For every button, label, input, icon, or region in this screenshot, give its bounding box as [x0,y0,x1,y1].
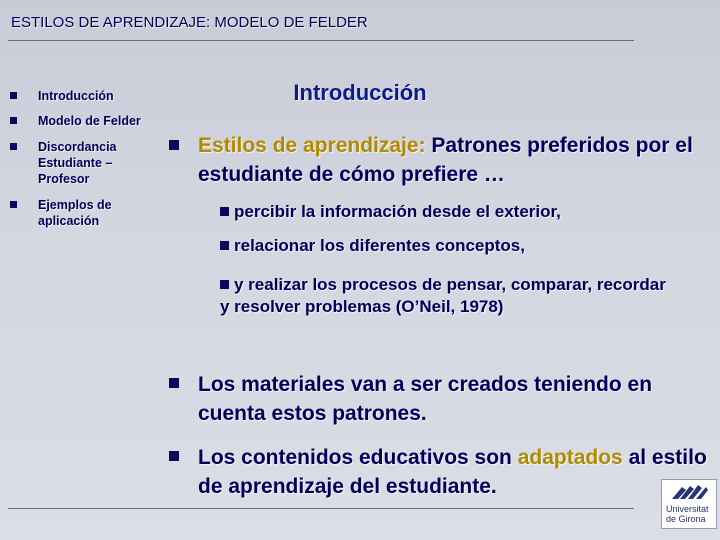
square-bullet-icon [10,117,17,124]
sidebar-item-label: Ejemplos de aplicación [38,198,112,228]
page-title: Introducción [293,80,427,105]
square-bullet-icon [220,207,229,216]
logo-text: Universitat [666,504,709,514]
subitem-realizar [220,274,675,318]
square-bullet-icon [169,451,179,461]
subitem-percibir [220,201,680,223]
paragraph-materiales: Los materiales van a ser creados teniendo en cuenta estos patrones. [198,373,653,425]
footer-divider [8,508,634,509]
paragraph-estilos [198,131,698,189]
paragraph-text: Patrones preferidos por el estudiante de cómo prefiere … [198,134,693,186]
sidebar-item-label: Modelo de Felder [38,114,141,128]
header-title: ESTILOS DE APRENDIZAJE: MODELO DE FELDER [11,14,368,31]
square-bullet-icon [10,201,17,208]
university-emblem-icon [662,481,716,505]
sidebar-item-label: Discordancia Estudiante – Profesor [38,140,117,186]
square-bullet-icon [169,378,179,388]
accent-term: Estilos de aprendizaje: [198,134,426,157]
header-divider [8,40,634,41]
square-bullet-icon [10,143,17,150]
paragraph-contenidos [198,443,718,501]
square-bullet-icon [220,280,229,289]
logo-text: de Girona [666,514,706,524]
square-bullet-icon [169,140,179,150]
subitem-text: relacionar los diferentes conceptos, [234,236,525,255]
square-bullet-icon [220,241,229,250]
paragraph-text: al estilo de aprendizaje del estudiante. [198,446,707,498]
subitem-relacionar [220,235,680,257]
accent-term: adaptados [517,446,623,469]
subitem-text: percibir la información desde el exterior, [234,202,561,221]
paragraph-text: Los contenidos educativos son [198,446,518,469]
sidebar-item-label: Introducción [38,89,114,103]
square-bullet-icon [10,92,17,99]
subitem-text: y realizar los procesos de pensar, comparar, recordar y resolver problemas (O’Neil, 1978) [220,275,666,316]
university-logo [661,479,717,529]
